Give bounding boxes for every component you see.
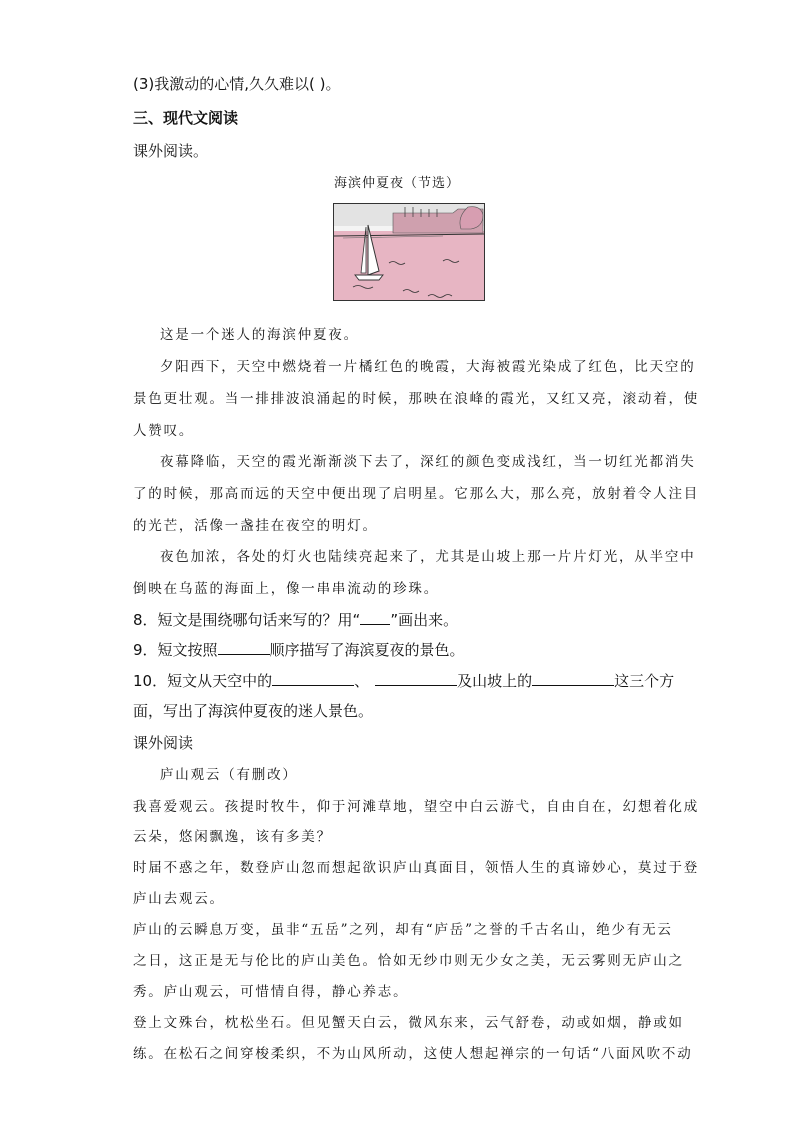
passage2-paragraph: 之日，这正是无与伦比的庐山美色。恰如无纱巾则无少女之美，无云雾则无庐山之: [133, 953, 684, 969]
passage-title: 海滨仲夏夜（节选）: [333, 176, 460, 191]
question-9-text-end: 顺序描写了海滨夏夜的景色。: [269, 641, 465, 659]
passage1-paragraph: 倒映在乌蓝的海面上，像一串串流动的珍珠。: [133, 581, 439, 597]
question-8-text: 8．短文是围绕哪句话来写的？用“: [133, 611, 361, 629]
passage2-paragraph: 练。在松石之间穿梭柔织，不为山风所动，这使人想起禅宗的一句话“八面风吹不动: [133, 1046, 693, 1062]
passage2-paragraph: 云朵，悠闲飘逸，该有多美？: [133, 829, 332, 845]
question-10-text-end: 这三个方: [614, 672, 675, 690]
passage1-paragraph: 的光芒，活像一盏挂在夜空的明灯。: [133, 518, 378, 534]
passage2-paragraph: 庐山的云瞬息万变，虽非“五岳”之列，却有“庐岳”之誉的千古名山，绝少有无云: [133, 922, 673, 938]
question-10: [133, 670, 674, 691]
answer-blank[interactable]: [375, 670, 457, 686]
passage1-paragraph: 这是一个迷人的海滨仲夏夜。: [160, 327, 359, 343]
passage2-title: 庐山观云（有删改）: [160, 767, 298, 783]
question-8: [133, 609, 458, 630]
answer-blank[interactable]: [532, 670, 614, 686]
passage1-paragraph: 夜幕降临，天空的霞光渐渐淡下去了，深红的颜色变成浅红，当一切红光都消失: [160, 454, 696, 470]
question-10-separator: 、: [354, 672, 370, 690]
question-10-text: 10．短文从天空中的: [133, 672, 273, 690]
passage1-paragraph: 夕阳西下，天空中燃烧着一片橘红色的晚霞，大海被霞光染成了红色，比天空的: [160, 359, 696, 375]
seaside-illustration: [333, 203, 485, 301]
question-3-line: (3)我激动的心情,久久难以( )。: [133, 75, 341, 93]
answer-blank[interactable]: [218, 639, 270, 655]
section-title: 三、现代文阅读: [133, 109, 239, 127]
passage2-paragraph: 我喜爱观云。孩提时牧牛，仰于河滩草地，望空中白云游弋，自由自在，幻想着化成: [133, 799, 700, 815]
question-10-continued: 面，写出了海滨仲夏夜的迷人景色。: [133, 702, 374, 720]
passage1-paragraph: 景色更壮观。当一排排波浪涌起的时候，那映在浪峰的霞光，又红又亮，滚动着，使: [133, 391, 700, 407]
reading-label: 课外阅读。: [133, 142, 209, 160]
passage2-paragraph: 登上文殊台，枕松坐石。但见蟹天白云，微风东来，云气舒卷，动或如烟，静或如: [133, 1015, 684, 1031]
reading-label-2: 课外阅读: [133, 734, 194, 752]
answer-blank[interactable]: [360, 609, 390, 625]
passage2-paragraph: 庐山去观云。: [133, 891, 225, 907]
answer-blank[interactable]: [272, 670, 354, 686]
passage1-paragraph: 了的时候，那高而远的天空中便出现了启明星。它那么大，那么亮，放射着令人注目: [133, 486, 700, 502]
question-9: [133, 639, 465, 660]
passage1-paragraph: 人赞叹。: [133, 423, 195, 439]
question-8-text-end: ”画出来。: [390, 611, 459, 629]
question-10-text-mid: 及山坡上的: [457, 672, 533, 690]
passage2-paragraph: 时届不惑之年，数登庐山忽而想起欲识庐山真面目，领悟人生的真谛妙心，莫过于登: [133, 860, 700, 876]
passage2-paragraph: 秀。庐山观云，可惜情自得，静心养志。: [133, 984, 409, 1000]
question-9-text: 9．短文按照: [133, 641, 218, 659]
passage1-paragraph: 夜色加浓，各处的灯火也陆续亮起来了，尤其是山坡上那一片片灯光，从半空中: [160, 549, 696, 565]
